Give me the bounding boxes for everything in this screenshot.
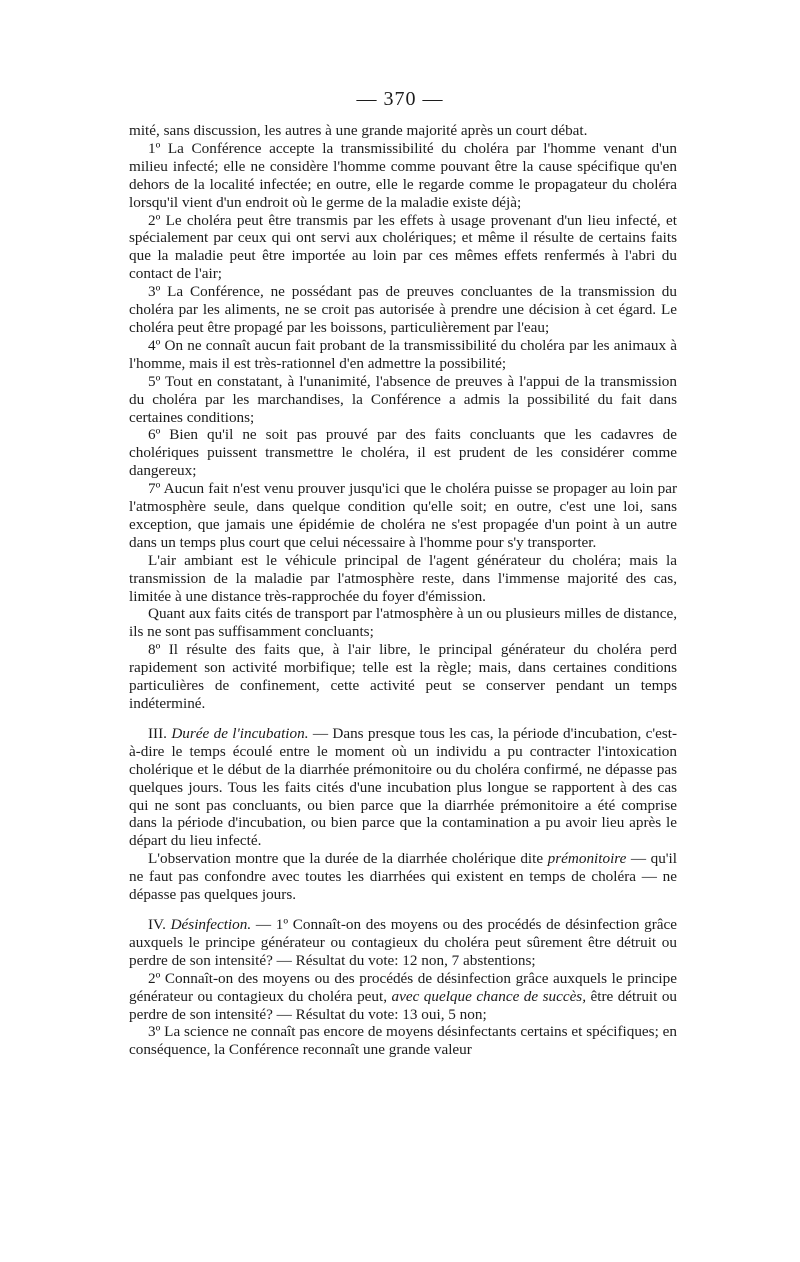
section-incubation (129, 725, 677, 850)
paragraph: Quant aux faits cités de transport par l'atmosphère à un ou plusieurs milles de distance, ils ne sont pas suffisamment concluants; (129, 605, 677, 641)
paragraph: mité, sans discussion, les autres à une grande majorité après un court débat. (129, 122, 588, 139)
paragraph: 7º Aucun fait n'est venu prouver jusqu'ici que le choléra puisse se propager au loin par l'atmosphère seule, dans quelque condition qu'elle soit; en outre, c'est une loi, sans exception, que jamais une épidémie de choléra ne s'est propagée d'un point à un autre dans un temps plus court que celui nécessaire à l'homme pour s'y transporter. (129, 480, 677, 551)
paragraph: 8º Il résulte des faits que, à l'air libre, le principal générateur du choléra perd rapidement son activité morbifique; telle est la règle; mais, dans certaines conditions particulières de confinement, cette activité peut se conserver pendant un temps indéterminé. (129, 641, 677, 712)
section-number: III. (148, 724, 167, 742)
text-run: 2º Connaît-on des moyens ou des procédés de désinfection grâce auxquels le principe générateur ou contagieux du choléra peut, (129, 969, 677, 1005)
section-body: — 1º Connaît-on des moyens ou des procédés de désinfection grâce auxquels le principe générateur ou contagieux du choléra peut sûrement être détruit ou perdre de son intensité? — Résultat du vote: 12 non, 7 abstentions; (129, 915, 678, 969)
paragraph: 4º On ne connaît aucun fait probant de la transmissibilité du choléra par les animaux à l'homme, mais il est très-rationnel d'en admettre la possibilité; (129, 336, 677, 372)
paragraph (129, 970, 677, 1024)
body-text (129, 122, 677, 1059)
paragraph: 1º La Conférence accepte la transmissibilité du choléra par l'homme venant d'un milieu infecté; elle ne considère l'homme comme pouvant être la cause spécifique qu'en dehors de la localité infectée; en outre, elle le regarde comme le propagateur du choléra lorsqu'il vient d'un endroit où le germe de la maladie existe déjà; (129, 139, 677, 211)
section-desinfection (129, 916, 677, 970)
section-title: Désinfection. (170, 915, 252, 933)
text-run: être détruit ou perdre de son intensité? — Résultat du vote: 13 oui, 5 non; (129, 987, 678, 1023)
text-run: — qu'il ne faut pas confondre avec toutes les diarrhées qui existent en temps de choléra — ne dépasse pas quelques jours. (129, 850, 677, 904)
paragraph: L'air ambiant est le véhicule principal de l'agent générateur du choléra; mais la transmission de la maladie par l'atmosphère reste, dans l'immense majorité des cas, limitée à une distance très-rapprochée du foyer d'émission. (129, 551, 677, 605)
paragraph: 2º Le choléra peut être transmis par les effets à usage provenant d'un lieu infecté, et spécialement par ceux qui ont servi aux cholériques; et même il résulte de certains faits que la maladie peut être importée au loin par ces mêmes effets renfermés à l'abri du contact de l'air; (129, 211, 677, 283)
paragraph (129, 850, 677, 904)
paragraph: 6º Bien qu'il ne soit pas prouvé par des faits concluants que les cadavres de cholériques puissent transmettre le choléra, il est prudent de les considérer comme dangereux; (129, 426, 677, 480)
section-title: Durée de l'incubation. (171, 724, 309, 742)
emphasis: prémonitoire (547, 850, 627, 868)
emphasis: avec quelque chance de succès, (391, 987, 587, 1005)
text-run: L'observation montre que la durée de la diarrhée cholérique dite (148, 850, 548, 868)
page-number: — 370 — (356, 88, 444, 110)
paragraph: 5º Tout en constatant, à l'unanimité, l'absence de preuves à l'appui de la transmission du choléra par les marchandises, la Conférence a admis la possibilité du fait dans certaines conditions; (129, 372, 677, 426)
section-number: IV. (148, 915, 166, 933)
paragraph: 3º La science ne connaît pas encore de moyens désinfectants certains et spécifiques; en conséquence, la Conférence reconnaît une grande valeur (129, 1023, 677, 1059)
section-body: — Dans presque tous les cas, la période d'incubation, c'est-à-dire le temps écoulé entre le moment où un individu a pu contracter l'intoxication cholérique et le début de la diarrhée prémonitoire ou du choléra confirmé, ne dépasse pas quelques jours. Tous les faits cités d'une incubation plus longue se rapportent à des cas qui ne sont pas concluants, ou bien parce que la diarrhée prémonitoire a été comprise dans la période d'incubation, ou bien parce que la contamination a pu avoir lieu après le départ du lieu infecté. (129, 724, 678, 850)
paragraph: 3º La Conférence, ne possédant pas de preuves concluantes de la transmission du choléra par les aliments, ne se croit pas autorisée à prendre une décision à cet égard. Le choléra peut être propagé par les boissons, particulièrement par l'eau; (129, 283, 677, 336)
